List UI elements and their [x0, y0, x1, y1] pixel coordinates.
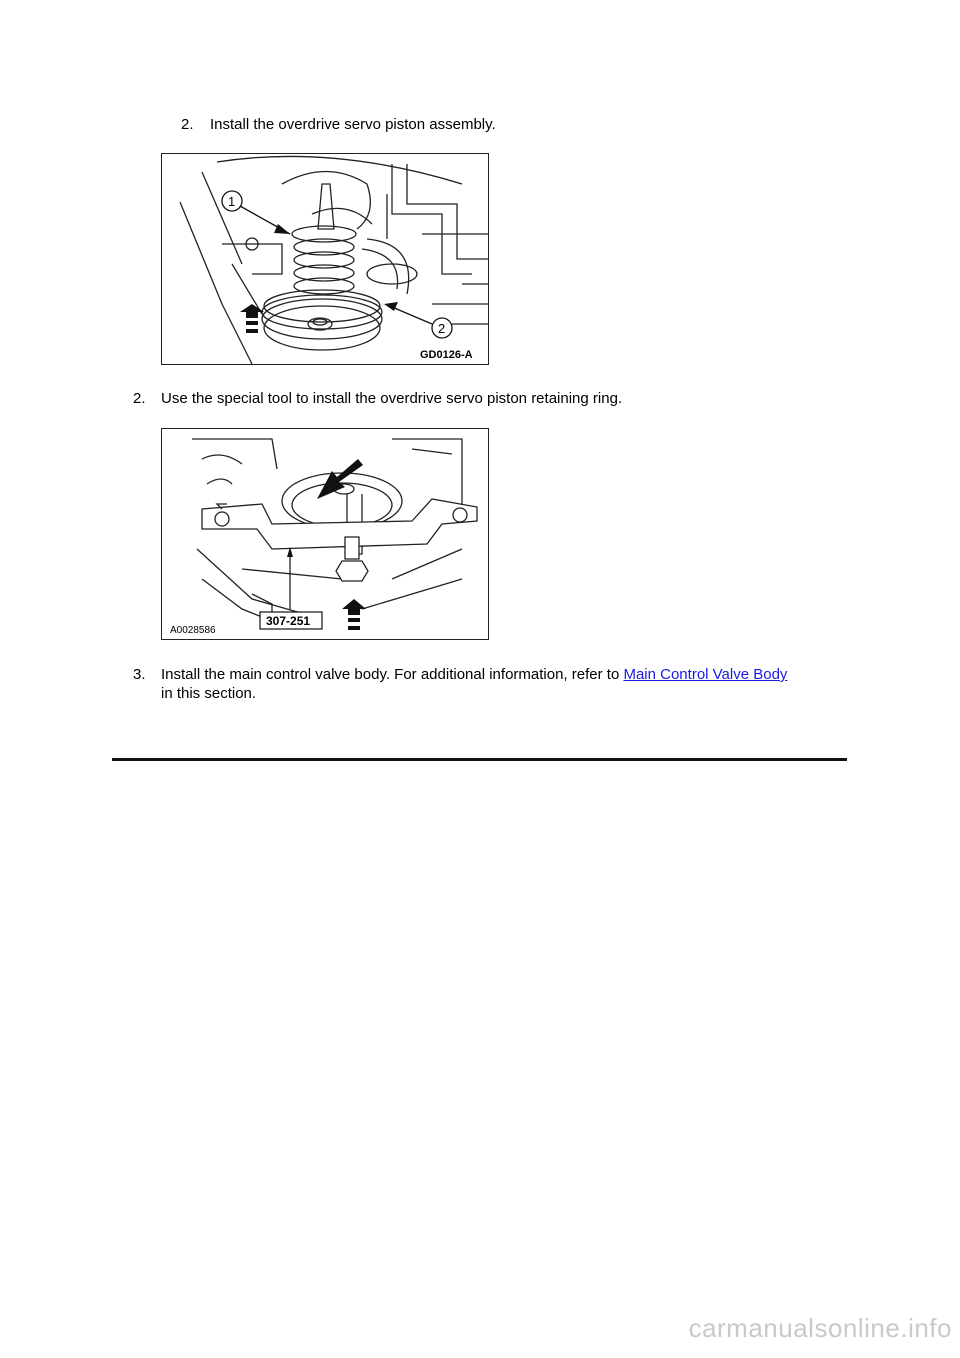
step-install-servo-piston	[181, 115, 701, 135]
step-text: Use the special tool to install the overdrive servo piston retaining ring.	[161, 390, 623, 407]
up-arrow-icon	[342, 599, 366, 630]
figure-retaining-ring-tool	[161, 428, 489, 640]
step-number: 3.	[133, 666, 146, 683]
step-text-continued: in this section.	[161, 685, 257, 702]
callout-2	[384, 302, 452, 338]
callout-1-label: 1	[228, 194, 236, 209]
figure-code: A0028586	[170, 625, 216, 636]
retaining-ring-tool-illustration	[162, 429, 488, 639]
figure-code: GD0126-A	[420, 349, 473, 361]
callout-2-label: 2	[438, 321, 446, 336]
servo-piston-illustration	[162, 154, 488, 364]
watermark: carmanualsonline.info	[688, 1313, 952, 1343]
step-text: Install the main control valve body. For additional information, refer to	[161, 666, 624, 683]
step-install-main-control-valve	[133, 665, 853, 705]
step-number: 2.	[133, 390, 146, 407]
main-control-valve-body-link[interactable]: Main Control Valve Body	[623, 666, 788, 683]
step-text: Install the overdrive servo piston assembly.	[210, 116, 496, 133]
callout-1	[222, 191, 290, 234]
step-number: 2.	[181, 116, 194, 133]
figure-servo-piston-assembly	[161, 153, 489, 365]
step-install-retaining-ring	[133, 389, 693, 409]
tool-number: 307-251	[266, 614, 311, 628]
up-arrow-icon	[240, 304, 264, 333]
section-divider	[112, 758, 847, 761]
